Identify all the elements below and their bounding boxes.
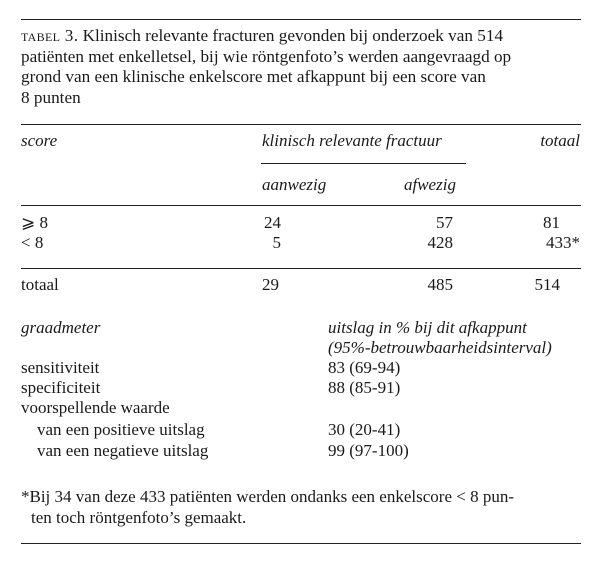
row-absent: 57 [436, 213, 453, 232]
total-label: totaal [21, 275, 59, 294]
metrics-header-result-1: uitslag in % bij dit afkappunt [328, 318, 527, 337]
total-rule [21, 268, 581, 269]
metric-label: sensitiviteit [21, 358, 100, 377]
metric-value: 88 (85-91) [328, 378, 401, 397]
total-total: 514 [534, 275, 560, 294]
metric-label: van een positieve uitslag [37, 420, 205, 439]
row-total: 81 [543, 213, 560, 232]
caption-line-1: Klinisch relevante fracturen gevonden bij onderzoek van 514 [82, 26, 504, 45]
row-score: ⩾ 8 [21, 213, 48, 232]
fracture-subrule [261, 163, 466, 164]
subheader-absent: afwezig [404, 175, 456, 194]
caption-line-4: 8 punten [21, 87, 81, 107]
metric-label: specificiteit [21, 378, 101, 397]
table-caption [21, 26, 581, 108]
footnote-line-2: ten toch röntgenfoto’s gemaakt. [31, 507, 247, 527]
row-present: 5 [272, 233, 281, 252]
total-present: 29 [262, 275, 279, 294]
metrics-header-result-2: (95%-betrouwbaarheidsinterval) [328, 338, 552, 357]
row-present: 24 [264, 213, 281, 232]
caption-line-3: grond van een klinische enkelscore met afkappunt bij een score van [21, 67, 486, 86]
bottom-rule [21, 543, 581, 544]
header-score: score [21, 131, 58, 150]
metric-label: van een negatieve uitslag [37, 441, 209, 460]
subheader-present: aanwezig [262, 175, 327, 194]
header-total: totaal [540, 131, 580, 150]
footnote [21, 487, 581, 528]
body-rule [21, 205, 581, 206]
top-rule [21, 19, 581, 20]
metrics-header-measure: graadmeter [21, 318, 101, 337]
row-absent: 428 [427, 233, 453, 252]
row-score: < 8 [21, 233, 44, 252]
metric-label: voorspellende waarde [21, 398, 170, 417]
footnote-line-1: *Bij 34 van deze 433 patiënten werden ondanks een enkelscore < 8 pun- [21, 487, 514, 506]
metric-value: 83 (69-94) [328, 358, 401, 377]
metric-value: 99 (97-100) [328, 441, 409, 460]
caption-line-2: patiënten met enkelletsel, bij wie röntgenfoto’s werden aangevraagd op [21, 46, 512, 66]
caption-label: tabel 3. [21, 26, 79, 45]
header-fracture: klinisch relevante fractuur [262, 131, 442, 150]
metric-value: 30 (20-41) [328, 420, 401, 439]
table-document [21, 0, 581, 561]
total-absent: 485 [427, 275, 453, 294]
row-total: 433* [546, 233, 580, 252]
header-rule [21, 124, 581, 125]
